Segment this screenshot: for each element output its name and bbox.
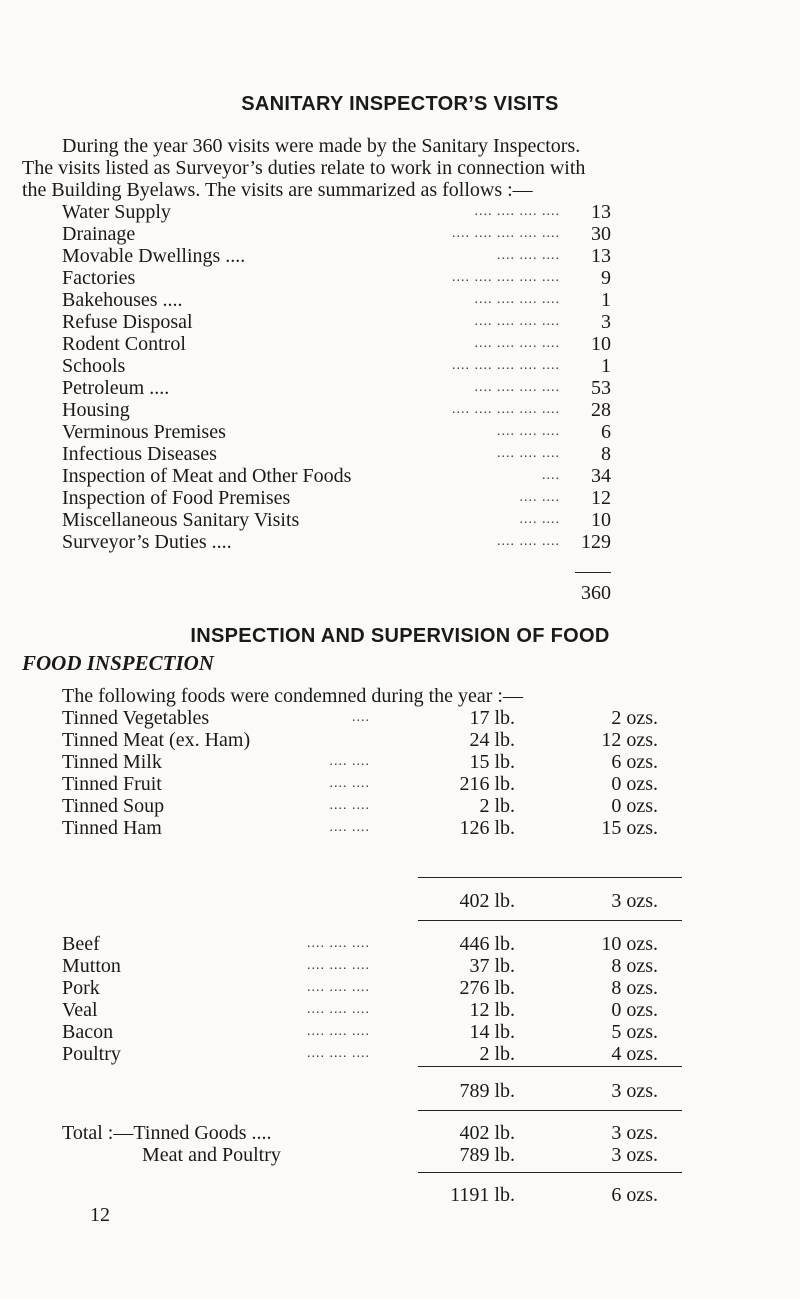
food-item-label: Tinned Milk xyxy=(62,751,162,773)
leader-dots: .... .... .... .... xyxy=(474,336,560,351)
food-item-ozs: 8 ozs. xyxy=(611,955,658,977)
visit-label: Rodent Control xyxy=(62,333,186,355)
food-item-lb: 24 lb. xyxy=(469,729,515,751)
leader-dots: .... .... .... .... .... xyxy=(452,226,560,241)
food-item-ozs: 12 ozs. xyxy=(601,729,658,751)
food-item-ozs: 0 ozs. xyxy=(611,999,658,1021)
visit-value: 129 xyxy=(581,531,611,553)
leader-dots: .... .... .... xyxy=(307,1046,370,1061)
visit-label: Factories xyxy=(62,267,136,289)
food-item-ozs: 2 ozs. xyxy=(611,707,658,729)
leader-dots: .... .... xyxy=(329,754,370,769)
food-item-ozs: 0 ozs. xyxy=(611,795,658,817)
visit-label: Refuse Disposal xyxy=(62,311,193,333)
visit-value: 10 xyxy=(591,333,611,355)
food-inspection-subtitle: FOOD INSPECTION xyxy=(22,651,214,675)
visit-value: 13 xyxy=(591,245,611,267)
visit-label: Petroleum .... xyxy=(62,377,170,399)
visit-label: Miscellaneous Sanitary Visits xyxy=(62,509,300,531)
visit-value: 30 xyxy=(591,223,611,245)
intro-line-2: The visits listed as Surveyor’s duties relate to work in connection with xyxy=(22,157,586,179)
leader-dots: .... .... xyxy=(329,798,370,813)
meat-total-rule-under xyxy=(418,1110,682,1111)
grand-meat-label: Meat and Poultry xyxy=(142,1144,281,1166)
visit-label: Drainage xyxy=(62,223,136,245)
leader-dots: .... .... .... xyxy=(307,1002,370,1017)
food-item-lb: 14 lb. xyxy=(469,1021,515,1043)
visit-label: Bakehouses .... xyxy=(62,289,183,311)
leader-dots: .... .... .... .... xyxy=(474,204,560,219)
leader-dots: .... .... xyxy=(519,490,560,505)
meat-total-ozs: 3 ozs. xyxy=(611,1080,658,1102)
grand-tinned-ozs: 3 ozs. xyxy=(611,1122,658,1144)
leader-dots: .... .... .... xyxy=(497,248,560,263)
visit-label: Verminous Premises xyxy=(62,421,226,443)
leader-dots: .... .... .... .... .... xyxy=(452,402,560,417)
leader-dots: .... .... .... xyxy=(307,958,370,973)
visit-label: Housing xyxy=(62,399,130,421)
visit-value: 1 xyxy=(601,289,611,311)
food-item-ozs: 5 ozs. xyxy=(611,1021,658,1043)
meat-total-rule xyxy=(418,1066,682,1067)
leader-dots: .... .... .... xyxy=(307,1024,370,1039)
section-title-food: INSPECTION AND SUPERVISION OF FOOD xyxy=(190,625,610,647)
leader-dots: .... .... .... xyxy=(307,936,370,951)
food-item-lb: 15 lb. xyxy=(469,751,515,773)
grand-total-rule xyxy=(418,1172,682,1173)
food-item-label: Pork xyxy=(62,977,100,999)
food-item-label: Mutton xyxy=(62,955,121,977)
visit-label: Surveyor’s Duties .... xyxy=(62,531,232,553)
page-number: 12 xyxy=(90,1204,110,1226)
leader-dots: .... xyxy=(542,468,560,483)
food-item-ozs: 8 ozs. xyxy=(611,977,658,999)
visits-total: 360 xyxy=(581,582,611,604)
food-item-ozs: 15 ozs. xyxy=(601,817,658,839)
leader-dots xyxy=(250,729,370,751)
food-item-lb: 2 lb. xyxy=(479,795,515,817)
food-item-lb: 2 lb. xyxy=(479,1043,515,1065)
visit-value: 10 xyxy=(591,509,611,531)
section-title-sanitary: SANITARY INSPECTOR’S VISITS xyxy=(241,93,559,115)
visit-label: Inspection of Meat and Other Foods xyxy=(62,465,352,487)
food-item-lb: 276 lb. xyxy=(459,977,515,999)
leader-dots: .... .... .... .... .... xyxy=(452,270,560,285)
visit-value: 9 xyxy=(601,267,611,289)
leader-dots: .... xyxy=(352,710,370,725)
meat-total-lb: 789 lb. xyxy=(459,1080,515,1102)
visit-value: 53 xyxy=(591,377,611,399)
visit-value: 6 xyxy=(601,421,611,443)
leader-dots: .... .... xyxy=(329,776,370,791)
grand-meat-ozs: 3 ozs. xyxy=(611,1144,658,1166)
leader-dots: .... .... .... .... xyxy=(474,380,560,395)
food-item-lb: 446 lb. xyxy=(459,933,515,955)
grand-total-ozs: 6 ozs. xyxy=(611,1184,658,1206)
food-item-label: Tinned Ham xyxy=(62,817,162,839)
leader-dots: .... .... .... .... xyxy=(474,314,560,329)
food-item-ozs: 4 ozs. xyxy=(611,1043,658,1065)
visit-label: Water Supply xyxy=(62,201,171,223)
visit-label: Movable Dwellings .... xyxy=(62,245,246,267)
visit-value: 12 xyxy=(591,487,611,509)
grand-total-lb: 1191 lb. xyxy=(450,1184,515,1206)
visit-value: 28 xyxy=(591,399,611,421)
grand-tinned-label: Total :—Tinned Goods .... xyxy=(62,1122,272,1144)
visit-value: 1 xyxy=(601,355,611,377)
visits-total-rule xyxy=(575,572,611,573)
tinned-total-ozs: 3 ozs. xyxy=(611,890,658,912)
leader-dots: .... .... xyxy=(329,820,370,835)
food-item-lb: 37 lb. xyxy=(469,955,515,977)
tinned-total-rule-under xyxy=(418,920,682,921)
tinned-total-lb: 402 lb. xyxy=(459,890,515,912)
intro-line-1: During the year 360 visits were made by the Sanitary Inspectors. xyxy=(62,135,581,157)
food-intro: The following foods were condemned during the year :— xyxy=(62,685,523,707)
food-item-ozs: 0 ozs. xyxy=(611,773,658,795)
visit-value: 8 xyxy=(601,443,611,465)
intro-line-3: the Building Byelaws. The visits are summarized as follows :— xyxy=(22,179,533,201)
food-item-label: Tinned Soup xyxy=(62,795,165,817)
food-item-label: Beef xyxy=(62,933,100,955)
food-item-ozs: 6 ozs. xyxy=(611,751,658,773)
food-item-lb: 12 lb. xyxy=(469,999,515,1021)
visit-value: 34 xyxy=(591,465,611,487)
leader-dots: .... .... .... .... xyxy=(474,292,560,307)
food-item-label: Veal xyxy=(62,999,98,1021)
visit-label: Infectious Diseases xyxy=(62,443,217,465)
leader-dots: .... .... .... xyxy=(497,424,560,439)
food-item-ozs: 10 ozs. xyxy=(601,933,658,955)
food-item-label: Tinned Meat (ex. Ham) xyxy=(62,729,251,751)
food-item-lb: 126 lb. xyxy=(459,817,515,839)
food-item-label: Poultry xyxy=(62,1043,121,1065)
grand-tinned-lb: 402 lb. xyxy=(459,1122,515,1144)
visit-value: 3 xyxy=(601,311,611,333)
food-item-label: Tinned Vegetables xyxy=(62,707,210,729)
food-item-label: Tinned Fruit xyxy=(62,773,162,795)
leader-dots: .... .... .... xyxy=(497,446,560,461)
leader-dots: .... .... xyxy=(519,512,560,527)
leader-dots: .... .... .... .... .... xyxy=(452,358,560,373)
leader-dots: .... .... .... xyxy=(307,980,370,995)
visit-value: 13 xyxy=(591,201,611,223)
leader-dots: .... .... .... xyxy=(497,534,560,549)
food-item-lb: 216 lb. xyxy=(459,773,515,795)
food-item-lb: 17 lb. xyxy=(469,707,515,729)
tinned-total-rule xyxy=(418,877,682,878)
food-item-label: Bacon xyxy=(62,1021,114,1043)
visit-label: Schools xyxy=(62,355,126,377)
grand-meat-lb: 789 lb. xyxy=(459,1144,515,1166)
visit-label: Inspection of Food Premises xyxy=(62,487,291,509)
